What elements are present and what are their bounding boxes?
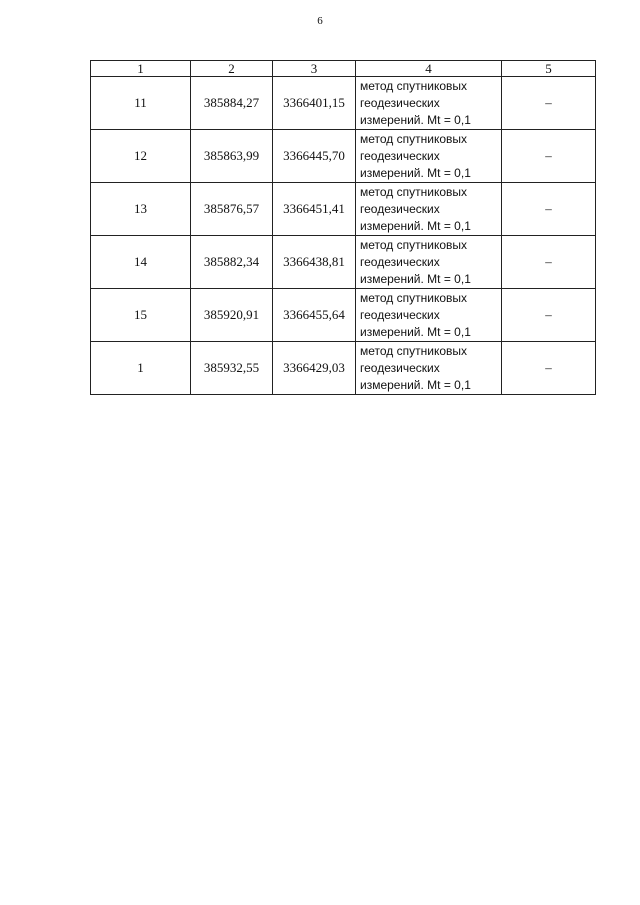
page-number: 6 [317,15,323,27]
column-header: 3 [273,61,356,77]
note-cell: – [502,289,596,342]
x-coordinate-cell: 385920,91 [191,289,273,342]
method-line: метод спутниковых [360,184,468,199]
note-cell: – [502,130,596,183]
method-line: метод спутниковых [360,131,468,146]
method-line: измерений. Mt = 0,1 [360,218,471,233]
point-number-cell: 11 [91,77,191,130]
method-line: измерений. Mt = 0,1 [360,377,471,392]
method-line: метод спутниковых [360,290,468,305]
method-cell [356,130,502,183]
method-line: геодезических [360,95,440,110]
point-number-cell: 12 [91,130,191,183]
column-header: 5 [502,61,596,77]
method-cell [356,236,502,289]
table-row [91,77,596,130]
method-line: геодезических [360,307,440,322]
note-cell: – [502,342,596,395]
method-line: измерений. Mt = 0,1 [360,165,471,180]
coordinates-table [90,60,596,395]
method-line: геодезических [360,254,440,269]
method-line: измерений. Mt = 0,1 [360,324,471,339]
method-line: измерений. Mt = 0,1 [360,271,471,286]
x-coordinate-cell: 385932,55 [191,342,273,395]
table-row [91,130,596,183]
y-coordinate-cell: 3366445,70 [273,130,356,183]
method-line: геодезических [360,148,440,163]
table-row [91,236,596,289]
x-coordinate-cell: 385863,99 [191,130,273,183]
note-cell: – [502,183,596,236]
method-cell [356,183,502,236]
column-header: 2 [191,61,273,77]
note-cell: – [502,77,596,130]
method-line: измерений. Mt = 0,1 [360,112,471,127]
coordinates-table-body [91,61,596,395]
method-line: геодезических [360,201,440,216]
method-line: геодезических [360,360,440,375]
table-row [91,183,596,236]
x-coordinate-cell: 385884,27 [191,77,273,130]
method-cell [356,342,502,395]
method-line: метод спутниковых [360,343,468,358]
y-coordinate-cell: 3366438,81 [273,236,356,289]
point-number-cell: 15 [91,289,191,342]
y-coordinate-cell: 3366401,15 [273,77,356,130]
x-coordinate-cell: 385882,34 [191,236,273,289]
method-cell [356,289,502,342]
y-coordinate-cell: 3366429,03 [273,342,356,395]
note-cell: – [502,236,596,289]
table-row [91,342,596,395]
point-number-cell: 1 [91,342,191,395]
x-coordinate-cell: 385876,57 [191,183,273,236]
table-header-row [91,61,596,77]
y-coordinate-cell: 3366455,64 [273,289,356,342]
method-cell [356,77,502,130]
method-line: метод спутниковых [360,78,468,93]
table-row [91,289,596,342]
column-header: 4 [356,61,502,77]
method-line: метод спутниковых [360,237,468,252]
column-header: 1 [91,61,191,77]
point-number-cell: 14 [91,236,191,289]
y-coordinate-cell: 3366451,41 [273,183,356,236]
point-number-cell: 13 [91,183,191,236]
